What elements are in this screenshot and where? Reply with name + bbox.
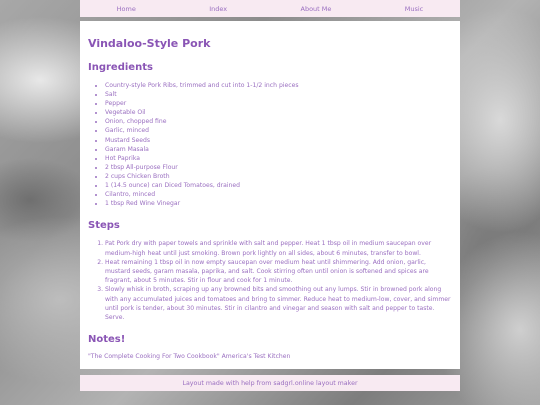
- steps-list: [88, 239, 452, 322]
- ingredient-item: • Country-style Pork Ribs, trimmed and cut into 1-1/2 inch pieces: [105, 81, 452, 90]
- step-item: 3. Slowly whisk in broth, scraping up any browned bits and smoothing out any lumps. Stir in browned pork along with any accumulated juices and tomatoes and bring to simmer. Reduce heat to medium-low, cover, and simmer until pork is tender, about 30 minutes. Stir in cilantro and vinegar and season with salt and pepper to taste. Serve.: [105, 285, 452, 322]
- footer: [80, 375, 460, 391]
- ingredient-item: • Mustard Seeds: [105, 136, 452, 145]
- steps-heading: Steps: [88, 220, 120, 232]
- ingredient-item: • Garam Masala: [105, 145, 452, 154]
- ingredient-item: • Garlic, minced: [105, 126, 452, 135]
- ingredient-item: • Vegetable Oil: [105, 108, 452, 117]
- top-nav: [80, 0, 460, 17]
- ingredient-item: • Hot Paprika: [105, 154, 452, 163]
- notes-text: "The Complete Cooking For Two Cookbook" America's Test Kitchen: [88, 353, 291, 361]
- nav-link-index[interactable]: Index: [209, 4, 228, 13]
- ingredients-list: [88, 81, 452, 208]
- ingredient-item: • Salt: [105, 90, 452, 99]
- step-item: 2. Heat remaining 1 tbsp oil in now empty saucepan over medium heat until shimmering. Add onion, garlic, mustard seeds, garam masala, paprika, and salt. Cook stirring often until onion is softened and spices are fragrant, about 5 minutes. Stir in flour and cook for 1 minute.: [105, 258, 452, 286]
- ingredient-item: • 2 cups Chicken Broth: [105, 172, 452, 181]
- nav-link-music[interactable]: Music: [404, 4, 424, 13]
- step-item: 1. Pat Pork dry with paper towels and sprinkle with salt and pepper. Heat 1 tbsp oil in medium saucepan over medium-high heat until just smoking. Brown pork lightly on all sides, about 6 minutes, transfer to bowl.: [105, 239, 452, 257]
- nav-link-about-me[interactable]: About Me: [300, 4, 332, 13]
- ingredient-item: • Onion, chopped fine: [105, 117, 452, 126]
- ingredient-item: • 1 tbsp Red Wine Vinegar: [105, 199, 452, 208]
- footer-text: Layout made with help from sadgrl.online layout maker: [182, 379, 358, 387]
- nav-link-home[interactable]: Home: [116, 4, 136, 13]
- ingredient-item: • Pepper: [105, 99, 452, 108]
- ingredient-item: • Cilantro, minced: [105, 190, 452, 199]
- ingredients-heading: Ingredients: [88, 62, 153, 73]
- page-title: Vindaloo-Style Pork: [88, 37, 211, 50]
- notes-heading: Notes!: [88, 334, 126, 346]
- ingredient-item: • 2 tbsp All-purpose Flour: [105, 163, 452, 172]
- recipe-content: [80, 21, 460, 369]
- ingredient-item: • 1 (14.5 ounce) can Diced Tomatoes, drained: [105, 181, 452, 190]
